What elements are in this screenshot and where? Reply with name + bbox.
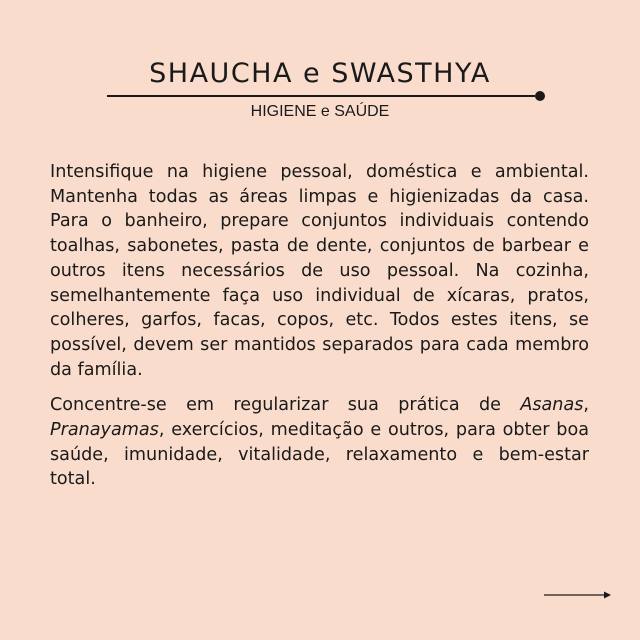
page-title: SHAUCHA e SWASTHYA	[149, 58, 491, 89]
page-subtitle: HIGIENE e SAÚDE	[250, 103, 390, 120]
body-content	[50, 160, 589, 503]
underline-dot	[535, 91, 545, 101]
title-underline	[107, 95, 535, 97]
paragraph-practice-text-1: Concentre-se em regularizar sua prática de	[50, 395, 521, 416]
pranayamas-term: Pranayamas	[50, 420, 159, 441]
arrow-right-icon[interactable]	[544, 588, 612, 602]
paragraph-practice	[50, 393, 589, 492]
paragraph-practice-text-2: ,	[583, 395, 589, 416]
paragraph-hygiene: Intensifique na higiene pessoal, doméstica e ambiental. Mantenha todas as áreas limpas e higienizadas da casa. Para o banheiro, prepare conjuntos individuais contendo toalhas, sabonetes, pasta de dente, conjuntos de barbear e outros itens necessários de uso pessoal. Na cozinha, semelhantemente faça uso individual de xícaras, pratos, colheres, garfos, facas, copos, etc. Todos estes itens, se possível, devem ser mantidos separados para cada membro da família.	[50, 162, 589, 380]
asanas-term: Asanas	[520, 395, 584, 416]
paragraph-practice-text-3: , exercícios, meditação e outros, para obter boa saúde, imunidade, vitalidade, relaxamento e bem-estar total.	[50, 420, 589, 490]
